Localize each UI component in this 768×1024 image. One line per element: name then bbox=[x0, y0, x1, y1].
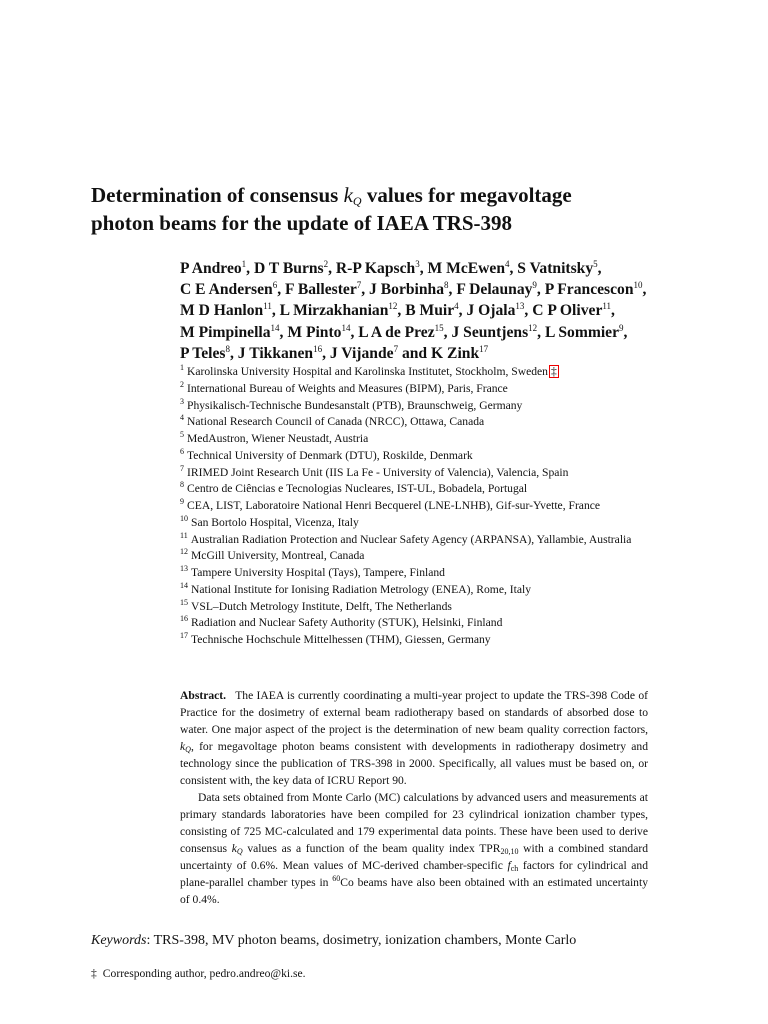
affiliation-item bbox=[180, 381, 655, 398]
affiliation-text: McGill University, Montreal, Canada bbox=[191, 549, 365, 563]
affiliation-item bbox=[180, 498, 655, 515]
author-name: F Ballester bbox=[285, 281, 357, 299]
affiliation-number: 4 bbox=[180, 413, 184, 423]
affiliation-text: San Bortolo Hospital, Vicenza, Italy bbox=[191, 515, 359, 529]
author-affiliation-number: 4 bbox=[454, 301, 459, 312]
footnote-text: Corresponding author, pedro.andreo@ki.se. bbox=[102, 967, 306, 980]
affiliation-text: Radiation and Nuclear Safety Authority (STUK), Helsinki, Finland bbox=[191, 616, 503, 630]
affiliation-number: 3 bbox=[180, 396, 184, 406]
affiliation-text: Physikalisch-Technische Bundesanstalt (PTB), Braunschweig, Germany bbox=[187, 398, 523, 412]
author-affiliation-number: 1 bbox=[241, 259, 247, 269]
abstract-paragraph-2: Data sets obtained from Monte Carlo (MC) calculations by advanced users and measurements at primary standards laboratories have been compiled for 23 cylindrical ionization chamber types, consisting of 725 MC-calculated and 179 experimental data points. These have been used to derive consensus $k_Q$ values as a function of the beam quality index $TPR_{20,10}$ with a combined standard uncertainty of 0.6%. Mean values of MC-derived chamber-specific $f_{ch}$ factors for cylindrical and plane-parallel chamber types in $^{60}$Co beams have also been obtained with an estimated uncertainty of 0.4%. bbox=[180, 791, 648, 906]
corresponding-author-link[interactable]: ‡ bbox=[550, 365, 557, 378]
affiliation-text: Australian Radiation Protection and Nuclear Safety Agency (ARPANSA), Yallambie, Australia bbox=[190, 532, 632, 546]
author-affiliation-number: 9 bbox=[532, 280, 537, 291]
abstract bbox=[180, 687, 648, 908]
affiliation-text: VSL–Dutch Metrology Institute, Delft, The Netherlands bbox=[191, 599, 452, 613]
affiliation-item bbox=[180, 431, 655, 448]
author-name: J Seuntjens bbox=[451, 323, 529, 341]
affiliation-number: 15 bbox=[180, 597, 188, 607]
affiliation-item bbox=[180, 414, 655, 431]
kq-symbol: $k_Q$ bbox=[343, 183, 362, 208]
author-name: J Tikkanen bbox=[237, 344, 314, 362]
author-line: C E Andersen$^6$, F Ballester$^7$, J Borbinha$^8$, F Delaunay$^9$, P Francescon$^{10}$, bbox=[180, 280, 647, 299]
author-name: D T Burns bbox=[253, 260, 324, 277]
affiliation-text: National Research Council of Canada (NRCC), Ottawa, Canada bbox=[187, 415, 485, 429]
affiliation-number: 16 bbox=[180, 614, 188, 624]
affiliation-number: 9 bbox=[180, 497, 184, 506]
affiliation-text: CEA, LIST, Laboratoire National Henri Becquerel (LNE-LNHB), Gif-sur-Yvette, France bbox=[187, 499, 601, 512]
author-affiliation-number: 12 bbox=[528, 322, 538, 333]
affiliation-number: 11 bbox=[180, 530, 188, 540]
title-part2: values for megavoltage bbox=[361, 183, 572, 207]
author-name: J Vijande bbox=[329, 344, 394, 362]
affiliation-item bbox=[180, 582, 655, 599]
author-name: P Teles bbox=[180, 344, 226, 362]
keywords-label: Keywords bbox=[91, 933, 147, 948]
author-name: R-P Kapsch bbox=[335, 260, 416, 277]
author-name: J Ojala bbox=[466, 302, 516, 320]
affiliation-text: International Bureau of Weights and Measures (BIPM), Paris, France bbox=[187, 381, 508, 395]
affiliation-item bbox=[180, 565, 655, 582]
author-name: J Borbinha bbox=[369, 281, 445, 299]
affiliation-item bbox=[180, 465, 655, 482]
author-name: C P Oliver bbox=[532, 302, 603, 320]
author-affiliation-number: 3 bbox=[415, 259, 420, 269]
author-name: M Pimpinella bbox=[180, 323, 271, 341]
author-affiliation-number: 7 bbox=[393, 343, 399, 354]
title-part1: Determination of consensus bbox=[91, 183, 344, 207]
author-name: F Delaunay bbox=[456, 281, 533, 299]
affiliation-number: 17 bbox=[180, 631, 188, 640]
affiliation-item bbox=[180, 615, 655, 632]
author-line: P Andreo$^1$, D T Burns$^2$, R-P Kapsch$^3$, M McEwen$^4$, S Vatnitsky$^5$, bbox=[180, 259, 602, 277]
author-name: L Sommier bbox=[544, 323, 619, 341]
affiliation-item bbox=[180, 448, 655, 465]
affiliation-number: 13 bbox=[180, 564, 188, 573]
author-affiliation-number: 17 bbox=[479, 343, 489, 354]
affiliation-list bbox=[180, 364, 655, 649]
author-list bbox=[180, 258, 700, 364]
author-affiliation-number: 6 bbox=[272, 280, 278, 291]
affiliation-text: IRIMED Joint Research Unit (IIS La Fe - University of Valencia), Valencia, Spain bbox=[187, 465, 569, 479]
affiliation-number: 14 bbox=[180, 580, 188, 590]
affiliation-item bbox=[180, 548, 655, 565]
author-affiliation-number: 9 bbox=[619, 322, 624, 333]
author-name: P Francescon bbox=[544, 281, 634, 299]
author-affiliation-number: 14 bbox=[270, 322, 280, 333]
title-line2: photon beams for the update of IAEA TRS-398 bbox=[91, 211, 513, 235]
author-name: B Muir bbox=[405, 302, 455, 320]
author-affiliation-number: 15 bbox=[434, 322, 444, 333]
keywords-text: : TRS-398, MV photon beams, dosimetry, ionization chambers, Monte Carlo bbox=[146, 933, 577, 948]
affiliation-text: Technische Hochschule Mittelhessen (THM), Giessen, Germany bbox=[191, 633, 491, 646]
author-name: L Mirzakhanian bbox=[279, 302, 389, 320]
author-name: C E Andersen bbox=[180, 281, 273, 299]
affiliation-item bbox=[180, 599, 655, 616]
author-affiliation-number: 4 bbox=[505, 259, 510, 269]
affiliation-item bbox=[180, 398, 655, 415]
affiliation-number: 6 bbox=[180, 446, 184, 456]
footnote-mark: ‡ bbox=[91, 967, 97, 980]
author-name: M D Hanlon bbox=[180, 302, 264, 320]
author-line: M Pimpinella$^{14}$, M Pinto$^{14}$, L A de Prez$^{15}$, J Seuntjens$^{12}$, L Sommier$^9$, bbox=[180, 322, 628, 341]
author-affiliation-number: 2 bbox=[323, 259, 329, 269]
affiliation-text: Karolinska University Hospital and Karolinska Institutet, Stockholm, Sweden bbox=[187, 365, 548, 378]
keywords bbox=[91, 932, 711, 950]
affiliation-number: 8 bbox=[180, 480, 184, 490]
abstract-label: Abstract. bbox=[180, 689, 227, 702]
affiliation-item bbox=[180, 532, 655, 549]
affiliation-text: National Institute for Ionising Radiation Metrology (ENEA), Rome, Italy bbox=[191, 582, 532, 596]
author-name: P Andreo bbox=[180, 260, 242, 277]
author-affiliation-number: 10 bbox=[633, 280, 643, 291]
author-affiliation-number: 11 bbox=[263, 301, 272, 312]
affiliation-number: 7 bbox=[180, 463, 184, 473]
affiliation-number: 10 bbox=[180, 513, 188, 523]
affiliation-text: Tampere University Hospital (Tays), Tampere, Finland bbox=[191, 566, 445, 579]
affiliation-item bbox=[180, 632, 655, 649]
author-affiliation-number: 16 bbox=[313, 343, 323, 354]
footnote bbox=[91, 966, 651, 981]
author-affiliation-number: 7 bbox=[356, 280, 362, 291]
author-affiliation-number: 5 bbox=[593, 259, 598, 269]
affiliation-text: MedAustron, Wiener Neustadt, Austria bbox=[187, 432, 369, 445]
author-name: M Pinto bbox=[287, 323, 342, 341]
paper-title bbox=[91, 181, 691, 237]
affiliation-number: 2 bbox=[180, 379, 184, 389]
author-affiliation-number: 12 bbox=[388, 301, 398, 312]
affiliation-item bbox=[180, 515, 655, 532]
author-affiliation-number: 8 bbox=[444, 280, 449, 291]
affiliation-number: 1 bbox=[180, 363, 184, 372]
author-name: M McEwen bbox=[427, 260, 505, 277]
affiliation-item bbox=[180, 364, 655, 381]
author-affiliation-number: 14 bbox=[341, 322, 351, 333]
author-line: M D Hanlon$^{11}$, L Mirzakhanian$^{12}$, B Muir$^4$, J Ojala$^{13}$, C P Oliver$^{11}$, bbox=[180, 301, 615, 320]
affiliation-item bbox=[180, 481, 655, 498]
author-name: L A de Prez bbox=[358, 323, 435, 341]
author-affiliation-number: 8 bbox=[225, 343, 230, 354]
author-name: K Zink bbox=[431, 344, 480, 362]
affiliation-number: 5 bbox=[180, 430, 184, 439]
author-affiliation-number: 11 bbox=[602, 301, 612, 312]
affiliation-text: Centro de Ciências e Tecnologias Nucleares, IST-UL, Bobadela, Portugal bbox=[187, 482, 528, 496]
affiliation-number: 12 bbox=[180, 547, 188, 557]
author-line: P Teles$^8$, J Tikkanen$^{16}$, J Vijande$^7$ and K Zink$^{17}$ bbox=[180, 343, 489, 362]
affiliation-text: Technical University of Denmark (DTU), Roskilde, Denmark bbox=[187, 448, 473, 462]
author-affiliation-number: 13 bbox=[515, 301, 525, 312]
author-name: S Vatnitsky bbox=[517, 260, 594, 277]
abstract-paragraph-1: Abstract. The IAEA is currently coordinating a multi-year project to update the TRS-398 Code of Practice for the dosimetry of external beam radiotherapy based on standards of absorbed dose to water. One major aspect of the project is the determination of new beam quality correction factors, $k_Q$, for megavoltage photon beams consistent with developments in radiotherapy dosimetry and technology since the publication of TRS-398 in 2000. Specifically, all values must be based on, or consistent with, the key data of ICRU Report 90. bbox=[180, 689, 648, 787]
